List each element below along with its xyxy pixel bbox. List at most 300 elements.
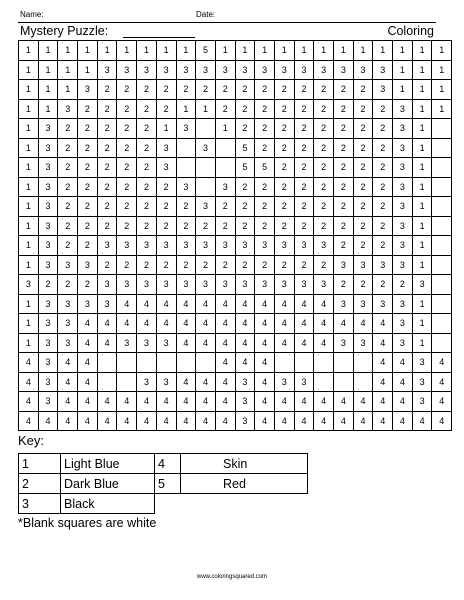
- title-row: [18, 24, 436, 40]
- grid-cell: 1: [58, 60, 78, 80]
- grid-cell: [97, 372, 117, 392]
- grid-cell: 3: [393, 138, 413, 158]
- grid-cell: 2: [274, 119, 294, 139]
- grid-cell: 5: [235, 138, 255, 158]
- grid-cell: 3: [196, 60, 216, 80]
- grid-cell: 2: [215, 255, 235, 275]
- key-number: 1: [19, 454, 61, 474]
- grid-cell: 1: [314, 41, 334, 61]
- grid-cell: 2: [235, 177, 255, 197]
- grid-cell: 3: [274, 372, 294, 392]
- grid-cell: 4: [78, 392, 98, 412]
- grid-cell: 2: [137, 158, 157, 178]
- grid-cell: 2: [78, 216, 98, 236]
- grid-cell: [196, 158, 216, 178]
- grid-cell: 2: [137, 177, 157, 197]
- grid-cell: 2: [274, 197, 294, 217]
- grid-cell: 4: [117, 392, 137, 412]
- grid-cell: 3: [412, 275, 432, 295]
- grid-cell: 2: [137, 255, 157, 275]
- grid-cell: 3: [393, 216, 413, 236]
- grid-cell: 4: [58, 353, 78, 373]
- grid-cell: 3: [97, 236, 117, 256]
- grid-cell: 2: [353, 119, 373, 139]
- grid-row: [19, 372, 452, 392]
- grid-cell: 4: [176, 333, 196, 353]
- grid-cell: 2: [274, 99, 294, 119]
- grid-cell: 4: [117, 411, 137, 431]
- grid-cell: 3: [156, 60, 176, 80]
- grid-cell: 3: [58, 255, 78, 275]
- grid-cell: 2: [294, 80, 314, 100]
- grid-cell: 1: [432, 99, 452, 119]
- grid-cell: 2: [156, 80, 176, 100]
- grid-cell: 4: [373, 392, 393, 412]
- grid-cell: 3: [156, 275, 176, 295]
- grid-cell: [215, 158, 235, 178]
- grid-cell: [196, 119, 216, 139]
- grid-cell: 1: [412, 236, 432, 256]
- grid-cell: 2: [334, 236, 354, 256]
- grid-cell: 2: [196, 216, 216, 236]
- grid-cell: 3: [38, 353, 58, 373]
- grid-cell: 2: [156, 177, 176, 197]
- grid-cell: 3: [19, 275, 39, 295]
- grid-cell: 3: [353, 333, 373, 353]
- grid-cell: 4: [215, 353, 235, 373]
- grid-cell: 2: [78, 138, 98, 158]
- grid-cell: 2: [235, 197, 255, 217]
- grid-cell: 4: [255, 353, 275, 373]
- grid-cell: 2: [97, 138, 117, 158]
- grid-cell: 3: [137, 372, 157, 392]
- grid-cell: 3: [156, 138, 176, 158]
- grid-cell: 1: [412, 294, 432, 314]
- grid-row: [19, 158, 452, 178]
- grid-cell: 2: [215, 99, 235, 119]
- grid-row: [19, 138, 452, 158]
- grid-cell: 1: [137, 41, 157, 61]
- grid-cell: 1: [58, 41, 78, 61]
- grid-cell: 2: [294, 197, 314, 217]
- grid-cell: 4: [19, 372, 39, 392]
- grid-cell: 4: [432, 392, 452, 412]
- grid-cell: 5: [196, 41, 216, 61]
- key-number: 4: [155, 454, 181, 474]
- grid-cell: 2: [314, 197, 334, 217]
- grid-cell: 2: [353, 236, 373, 256]
- grid-cell: 2: [117, 216, 137, 236]
- grid-cell: 2: [334, 275, 354, 295]
- grid-cell: [432, 333, 452, 353]
- grid-cell: 3: [38, 197, 58, 217]
- grid-cell: 4: [314, 294, 334, 314]
- grid-cell: 4: [156, 411, 176, 431]
- key-row: [19, 474, 308, 494]
- grid-cell: 1: [156, 41, 176, 61]
- grid-cell: [176, 353, 196, 373]
- grid-cell: 3: [58, 314, 78, 334]
- grid-row: [19, 216, 452, 236]
- grid-cell: 3: [412, 353, 432, 373]
- grid-cell: 2: [255, 99, 275, 119]
- grid-cell: 2: [97, 80, 117, 100]
- grid-cell: 4: [78, 353, 98, 373]
- grid-cell: 3: [215, 60, 235, 80]
- grid-cell: 4: [432, 372, 452, 392]
- grid-cell: 2: [137, 216, 157, 236]
- grid-cell: 3: [176, 275, 196, 295]
- grid-cell: 2: [58, 119, 78, 139]
- key-label: Key:: [18, 433, 45, 448]
- grid-cell: 4: [215, 294, 235, 314]
- grid-cell: 3: [196, 138, 216, 158]
- grid-cell: [334, 353, 354, 373]
- grid-cell: 3: [393, 197, 413, 217]
- grid-cell: 4: [176, 411, 196, 431]
- grid-cell: 2: [373, 99, 393, 119]
- grid-cell: [117, 353, 137, 373]
- grid-cell: [432, 275, 452, 295]
- grid-cell: 4: [235, 353, 255, 373]
- grid-row: [19, 99, 452, 119]
- grid-cell: 3: [97, 60, 117, 80]
- grid-cell: 4: [58, 372, 78, 392]
- grid-cell: 1: [215, 119, 235, 139]
- grid-row: [19, 392, 452, 412]
- grid-cell: 3: [38, 333, 58, 353]
- grid-cell: 1: [412, 255, 432, 275]
- grid-cell: 4: [353, 314, 373, 334]
- grid-cell: 4: [196, 333, 216, 353]
- grid-cell: 3: [373, 80, 393, 100]
- grid-cell: 2: [314, 177, 334, 197]
- grid-cell: 2: [117, 177, 137, 197]
- grid-cell: 1: [412, 138, 432, 158]
- grid-cell: 4: [215, 392, 235, 412]
- grid-cell: 2: [235, 80, 255, 100]
- grid-cell: 4: [314, 392, 334, 412]
- key-number: 5: [155, 474, 181, 494]
- grid-cell: 2: [334, 177, 354, 197]
- grid-cell: 4: [78, 333, 98, 353]
- grid-cell: 4: [196, 372, 216, 392]
- grid-cell: 3: [334, 333, 354, 353]
- grid-cell: 3: [176, 60, 196, 80]
- grid-cell: 4: [97, 333, 117, 353]
- grid-cell: 2: [176, 216, 196, 236]
- grid-cell: 3: [393, 236, 413, 256]
- grid-cell: 4: [393, 411, 413, 431]
- grid-cell: 1: [393, 80, 413, 100]
- grid-cell: 4: [196, 392, 216, 412]
- grid-cell: 4: [274, 411, 294, 431]
- grid-cell: 1: [412, 158, 432, 178]
- grid-cell: 3: [235, 275, 255, 295]
- grid-row: [19, 314, 452, 334]
- grid-cell: 2: [117, 99, 137, 119]
- date-label: Date:: [196, 10, 216, 19]
- grid-cell: 2: [353, 197, 373, 217]
- grid-cell: 4: [196, 411, 216, 431]
- grid-cell: 3: [393, 255, 413, 275]
- grid-cell: 4: [294, 314, 314, 334]
- grid-cell: 2: [235, 99, 255, 119]
- grid-cell: 2: [117, 80, 137, 100]
- category-label: Coloring: [387, 24, 434, 38]
- grid-cell: 3: [393, 158, 413, 178]
- grid-cell: [432, 236, 452, 256]
- key-row: [19, 494, 308, 514]
- grid-cell: 3: [334, 294, 354, 314]
- grid-cell: 1: [19, 216, 39, 236]
- grid-cell: 3: [235, 372, 255, 392]
- grid-cell: 3: [274, 236, 294, 256]
- grid-cell: 2: [117, 255, 137, 275]
- grid-cell: 3: [393, 294, 413, 314]
- grid-cell: 4: [137, 392, 157, 412]
- name-date-line: [18, 8, 436, 23]
- grid-cell: 3: [255, 236, 275, 256]
- grid-cell: 2: [314, 138, 334, 158]
- grid-cell: 5: [255, 158, 275, 178]
- grid-cell: [196, 353, 216, 373]
- puzzle-answer-blank: [123, 37, 195, 38]
- grid-cell: 3: [156, 236, 176, 256]
- grid-cell: 2: [176, 255, 196, 275]
- grid-cell: 1: [97, 41, 117, 61]
- grid-cell: 3: [274, 275, 294, 295]
- grid-cell: 2: [314, 255, 334, 275]
- grid-cell: 2: [255, 80, 275, 100]
- grid-cell: 3: [58, 333, 78, 353]
- grid-cell: 2: [97, 177, 117, 197]
- grid-cell: 2: [274, 177, 294, 197]
- grid-cell: 3: [137, 275, 157, 295]
- grid-cell: 3: [38, 294, 58, 314]
- grid-cell: 5: [235, 158, 255, 178]
- grid-cell: 3: [373, 255, 393, 275]
- grid-cell: 3: [176, 236, 196, 256]
- grid-cell: 2: [58, 275, 78, 295]
- grid-cell: 4: [38, 411, 58, 431]
- grid-cell: 2: [373, 236, 393, 256]
- grid-cell: 2: [294, 158, 314, 178]
- grid-cell: 4: [294, 333, 314, 353]
- grid-cell: [117, 372, 137, 392]
- grid-cell: 4: [314, 411, 334, 431]
- grid-cell: 4: [176, 314, 196, 334]
- grid-row: [19, 333, 452, 353]
- grid-cell: 2: [294, 216, 314, 236]
- grid-cell: 4: [255, 314, 275, 334]
- grid-cell: 2: [235, 255, 255, 275]
- grid-cell: 3: [334, 60, 354, 80]
- grid-cell: 3: [38, 372, 58, 392]
- grid-cell: 2: [156, 216, 176, 236]
- grid-cell: 2: [393, 275, 413, 295]
- grid-cell: 3: [255, 60, 275, 80]
- grid-cell: 3: [137, 60, 157, 80]
- grid-cell: 1: [58, 80, 78, 100]
- grid-cell: 4: [176, 392, 196, 412]
- grid-cell: 1: [255, 41, 275, 61]
- grid-cell: 2: [215, 197, 235, 217]
- grid-cell: 1: [78, 60, 98, 80]
- grid-cell: 4: [97, 411, 117, 431]
- grid-cell: 2: [334, 80, 354, 100]
- grid-cell: 3: [156, 158, 176, 178]
- grid-cell: 4: [19, 411, 39, 431]
- grid-row: [19, 411, 452, 431]
- grid-cell: 4: [255, 294, 275, 314]
- grid-cell: 2: [58, 197, 78, 217]
- grid-cell: 4: [373, 353, 393, 373]
- grid-cell: 4: [353, 392, 373, 412]
- grid-cell: 2: [78, 158, 98, 178]
- grid-cell: 3: [196, 197, 216, 217]
- grid-cell: 4: [97, 314, 117, 334]
- grid-cell: 2: [373, 158, 393, 178]
- grid-cell: [314, 372, 334, 392]
- grid-cell: 4: [137, 411, 157, 431]
- grid-cell: 4: [274, 333, 294, 353]
- grid-cell: 2: [274, 138, 294, 158]
- grid-cell: 3: [78, 255, 98, 275]
- grid-cell: [274, 353, 294, 373]
- grid-cell: 2: [58, 158, 78, 178]
- grid-cell: 4: [19, 392, 39, 412]
- grid-cell: 2: [255, 216, 275, 236]
- grid-cell: 1: [19, 177, 39, 197]
- grid-cell: 3: [215, 236, 235, 256]
- grid-cell: 1: [38, 60, 58, 80]
- grid-cell: 3: [156, 333, 176, 353]
- grid-cell: 1: [432, 80, 452, 100]
- grid-cell: 4: [176, 372, 196, 392]
- grid-cell: 1: [412, 41, 432, 61]
- grid-cell: 2: [314, 158, 334, 178]
- grid-cell: 2: [78, 275, 98, 295]
- grid-cell: [176, 138, 196, 158]
- grid-cell: 2: [294, 138, 314, 158]
- grid-cell: 2: [353, 138, 373, 158]
- grid-row: [19, 197, 452, 217]
- grid-cell: 4: [294, 411, 314, 431]
- grid-cell: 2: [353, 80, 373, 100]
- grid-cell: 4: [156, 294, 176, 314]
- grid-cell: 3: [58, 294, 78, 314]
- grid-cell: 4: [255, 392, 275, 412]
- grid-cell: 4: [274, 314, 294, 334]
- grid-cell: 1: [38, 80, 58, 100]
- grid-cell: 3: [294, 60, 314, 80]
- grid-cell: 4: [334, 314, 354, 334]
- grid-cell: 2: [314, 80, 334, 100]
- grid-cell: 3: [38, 236, 58, 256]
- grid-cell: 2: [235, 216, 255, 236]
- grid-cell: 2: [78, 99, 98, 119]
- grid-cell: 2: [137, 99, 157, 119]
- key-color-name: Dark Blue: [61, 474, 155, 494]
- grid-cell: 2: [196, 255, 216, 275]
- grid-cell: 1: [176, 41, 196, 61]
- grid-cell: 2: [137, 197, 157, 217]
- grid-cell: 2: [78, 236, 98, 256]
- grid-cell: 2: [196, 80, 216, 100]
- grid-cell: 2: [353, 216, 373, 236]
- grid-cell: 1: [334, 41, 354, 61]
- grid-cell: 1: [393, 41, 413, 61]
- grid-cell: 2: [255, 177, 275, 197]
- grid-cell: 3: [97, 294, 117, 314]
- grid-cell: 3: [38, 314, 58, 334]
- grid-row: [19, 353, 452, 373]
- grid-cell: 1: [235, 41, 255, 61]
- grid-cell: 2: [97, 197, 117, 217]
- grid-cell: 1: [432, 60, 452, 80]
- key-color-name: Black: [61, 494, 155, 514]
- grid-cell: 2: [58, 138, 78, 158]
- grid-cell: 3: [334, 255, 354, 275]
- grid-cell: 4: [255, 411, 275, 431]
- grid-cell: 2: [58, 177, 78, 197]
- grid-cell: 2: [255, 197, 275, 217]
- grid-cell: 1: [19, 314, 39, 334]
- grid-cell: 4: [353, 411, 373, 431]
- grid-cell: [97, 353, 117, 373]
- grid-cell: [353, 372, 373, 392]
- grid-cell: 1: [393, 60, 413, 80]
- grid-cell: 4: [235, 294, 255, 314]
- grid-cell: 3: [176, 177, 196, 197]
- grid-cell: 3: [78, 80, 98, 100]
- grid-cell: 1: [156, 119, 176, 139]
- grid-cell: 2: [314, 99, 334, 119]
- grid-row: [19, 41, 452, 61]
- grid-cell: 2: [314, 119, 334, 139]
- grid-cell: 1: [412, 99, 432, 119]
- grid-cell: 2: [255, 119, 275, 139]
- grid-cell: 2: [58, 236, 78, 256]
- grid-cell: 3: [393, 177, 413, 197]
- grid-cell: 3: [38, 119, 58, 139]
- grid-cell: 3: [117, 236, 137, 256]
- grid-cell: 2: [294, 177, 314, 197]
- grid-row: [19, 275, 452, 295]
- grid-cell: 1: [412, 80, 432, 100]
- grid-cell: 3: [137, 333, 157, 353]
- grid-cell: 2: [215, 80, 235, 100]
- grid-cell: 2: [97, 216, 117, 236]
- grid-cell: 4: [373, 314, 393, 334]
- grid-cell: 1: [412, 314, 432, 334]
- grid-cell: 3: [117, 60, 137, 80]
- grid-cell: 2: [353, 177, 373, 197]
- grid-cell: 4: [314, 333, 334, 353]
- grid-cell: 1: [19, 158, 39, 178]
- grid-cell: [432, 294, 452, 314]
- grid-cell: 1: [215, 41, 235, 61]
- grid-cell: [432, 138, 452, 158]
- grid-cell: [334, 372, 354, 392]
- grid-cell: 4: [235, 333, 255, 353]
- grid-cell: [294, 353, 314, 373]
- grid-cell: 4: [294, 392, 314, 412]
- grid-cell: 2: [294, 255, 314, 275]
- grid-cell: 3: [274, 60, 294, 80]
- grid-cell: [353, 353, 373, 373]
